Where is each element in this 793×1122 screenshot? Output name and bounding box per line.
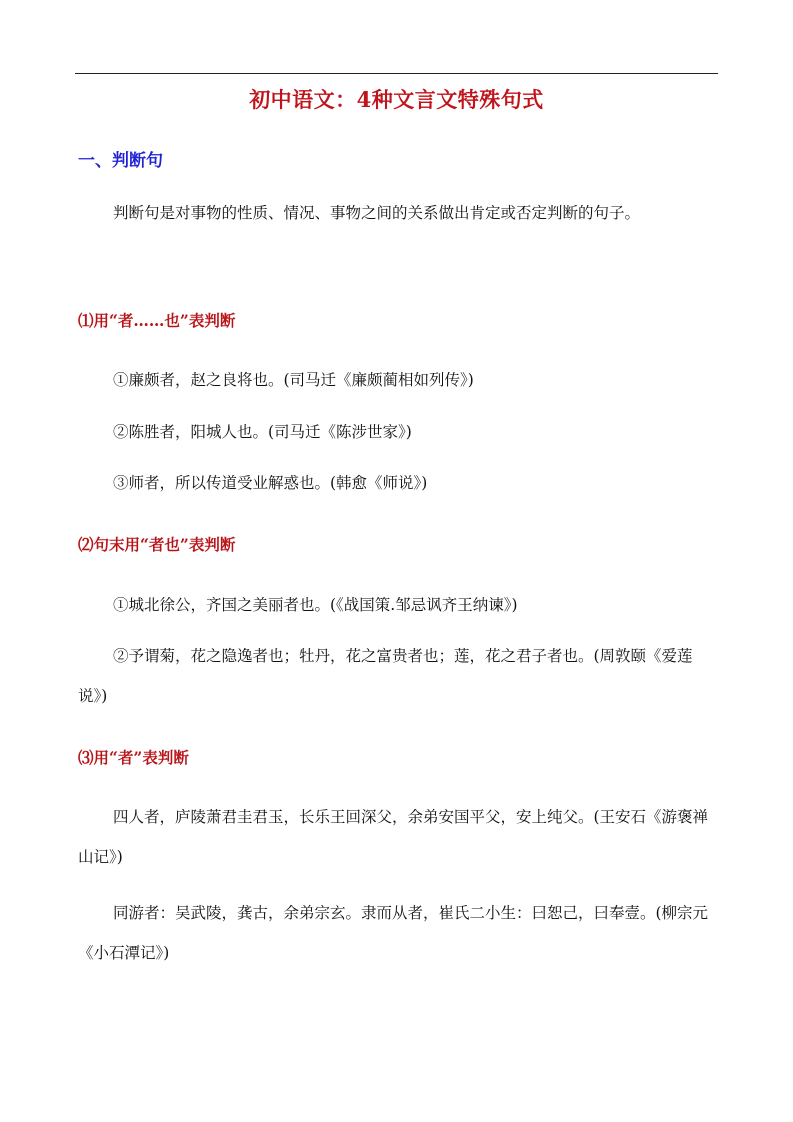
section-heading-judgment: 一、判断句 <box>78 151 163 171</box>
subheading-3: ⑶用“者”表判断 <box>78 748 189 767</box>
header-rule <box>75 73 718 74</box>
subheading-2: ⑵句末用“者也”表判断 <box>78 535 236 554</box>
example-2-2: ②予谓菊，花之隐逸者也；牡丹，花之富贵者也；莲，花之君子者也。(周敦颐《爱莲说》) <box>78 647 693 705</box>
section-intro: 判断句是对事物的性质、情况、事物之间的关系做出肯定或否定判断的句子。 <box>113 204 641 222</box>
example-3-2: 同游者：吴武陵，龚古，余弟宗玄。隶而从者，崔氏二小生：曰恕己，曰奉壹。(柳宗元《小石潭记》) <box>78 904 709 962</box>
document-title: 初中语文：4种文言文特殊句式 <box>249 87 544 112</box>
example-3-1: 四人者，庐陵萧君圭君玉，长乐王回深父，余弟安国平父，安上纯父。(王安石《游褒禅山记》) <box>78 808 709 866</box>
example-1-1: ①廉颇者，赵之良将也。(司马迁《廉颇蔺相如列传》) <box>113 371 474 389</box>
subheading-1: ⑴用“者……也”表判断 <box>78 311 236 330</box>
example-1-2: ②陈胜者，阳城人也。(司马迁《陈涉世家》) <box>113 423 412 441</box>
example-1-3: ③师者，所以传道受业解惑也。(韩愈《师说》) <box>113 474 428 492</box>
example-2-1: ①城北徐公，齐国之美丽者也。(《战国策.邹忌讽齐王纳谏》) <box>113 596 518 614</box>
